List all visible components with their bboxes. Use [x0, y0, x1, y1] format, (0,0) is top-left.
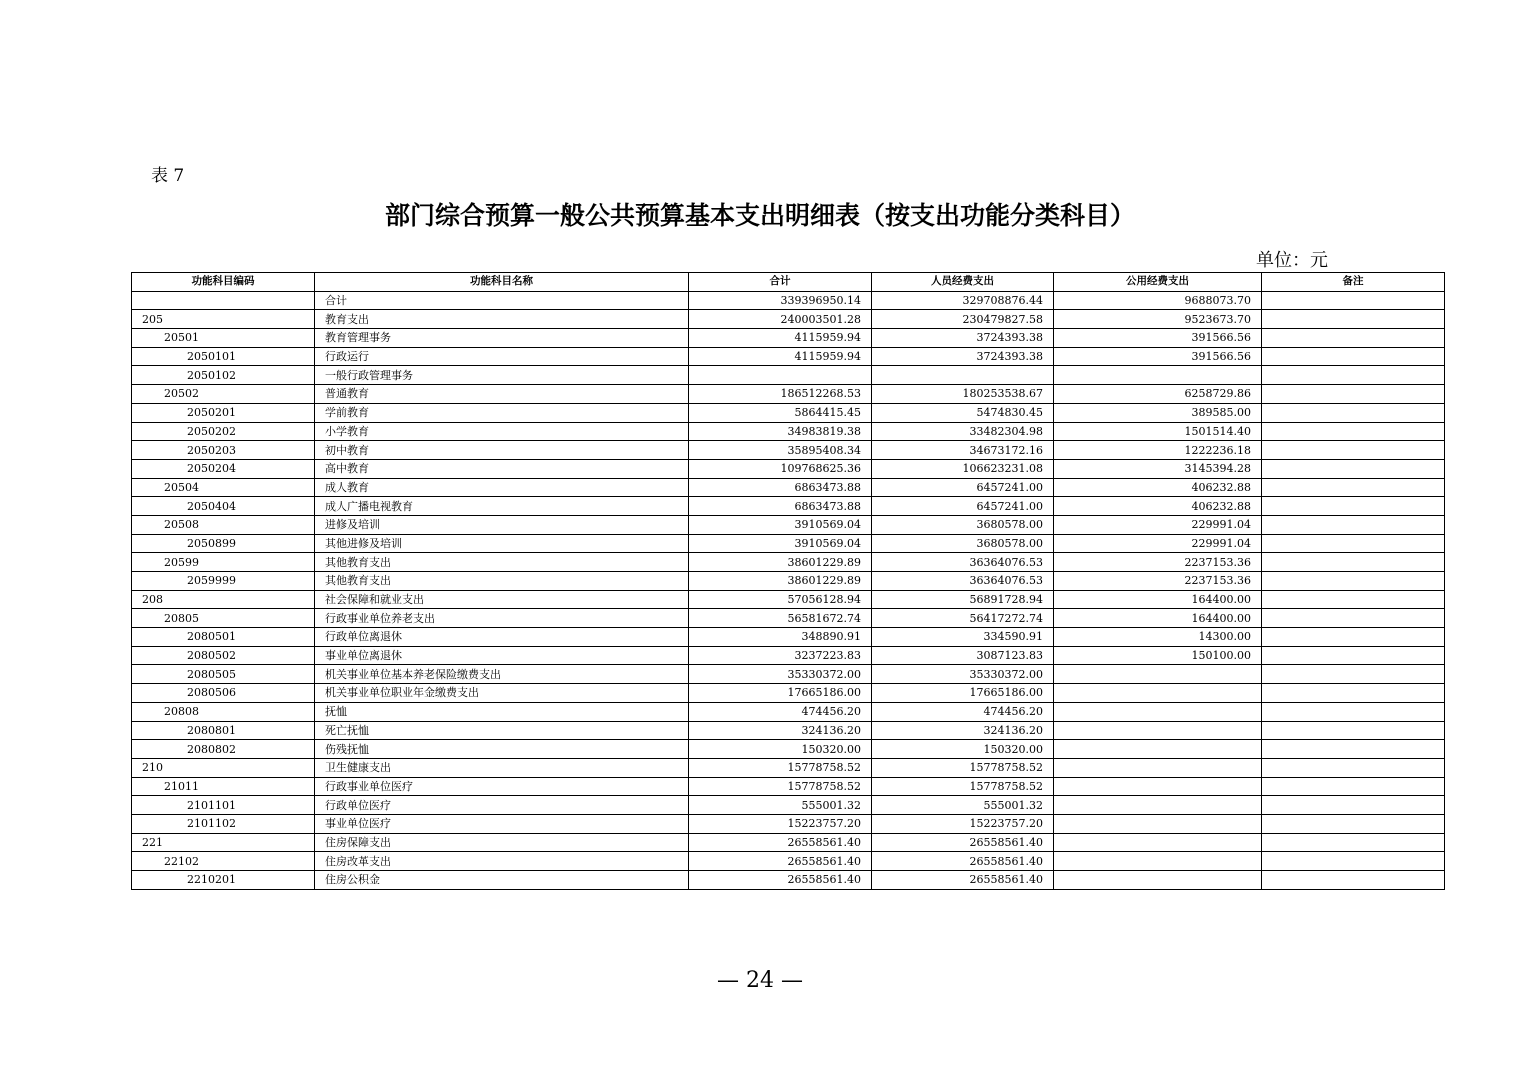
- cell-public: 14300.00: [1054, 628, 1262, 647]
- cell-public: 229991.04: [1054, 515, 1262, 534]
- cell-name: 住房公积金: [315, 871, 689, 890]
- table-row: [132, 833, 1445, 852]
- table-row: [132, 534, 1445, 553]
- header-name: 功能科目名称: [315, 273, 689, 292]
- cell-name: 小学教育: [315, 422, 689, 441]
- cell-code: 2050899: [132, 534, 315, 553]
- cell-code: 20805: [132, 609, 315, 628]
- cell-public: 2237153.36: [1054, 553, 1262, 572]
- cell-name: 成人广播电视教育: [315, 497, 689, 516]
- cell-personnel: 3680578.00: [872, 534, 1054, 553]
- cell-code: 2101101: [132, 796, 315, 815]
- table-row: [132, 385, 1445, 404]
- cell-public: 2237153.36: [1054, 572, 1262, 591]
- cell-public: 9523673.70: [1054, 310, 1262, 329]
- cell-name: 抚恤: [315, 702, 689, 721]
- cell-note: [1262, 590, 1445, 609]
- cell-note: [1262, 478, 1445, 497]
- cell-name: 卫生健康支出: [315, 758, 689, 777]
- cell-note: [1262, 497, 1445, 516]
- header-code: 功能科目编码: [132, 273, 315, 292]
- cell-personnel: 34673172.16: [872, 441, 1054, 460]
- cell-public: 150100.00: [1054, 646, 1262, 665]
- cell-total: 4115959.94: [689, 329, 872, 348]
- cell-public: 164400.00: [1054, 609, 1262, 628]
- cell-code: 20502: [132, 385, 315, 404]
- cell-total: 3910569.04: [689, 515, 872, 534]
- header-total: 合计: [689, 273, 872, 292]
- cell-personnel: 329708876.44: [872, 291, 1054, 310]
- cell-code: 2080505: [132, 665, 315, 684]
- cell-personnel: 150320.00: [872, 740, 1054, 759]
- cell-total: 3910569.04: [689, 534, 872, 553]
- cell-name: 社会保障和就业支出: [315, 590, 689, 609]
- cell-total: 109768625.36: [689, 459, 872, 478]
- cell-note: [1262, 403, 1445, 422]
- cell-name: 行政单位离退休: [315, 628, 689, 647]
- cell-note: [1262, 310, 1445, 329]
- cell-total: 17665186.00: [689, 684, 872, 703]
- cell-public: 406232.88: [1054, 478, 1262, 497]
- cell-note: [1262, 721, 1445, 740]
- cell-code: 22102: [132, 852, 315, 871]
- cell-name: 其他进修及培训: [315, 534, 689, 553]
- cell-name: 机关事业单位职业年金缴费支出: [315, 684, 689, 703]
- cell-note: [1262, 366, 1445, 385]
- unit-label: 单位：元: [1256, 250, 1328, 271]
- cell-name: 教育支出: [315, 310, 689, 329]
- cell-name: 进修及培训: [315, 515, 689, 534]
- table-row: [132, 665, 1445, 684]
- cell-total: 348890.91: [689, 628, 872, 647]
- table-row: [132, 721, 1445, 740]
- cell-total: 6863473.88: [689, 478, 872, 497]
- table-row: [132, 702, 1445, 721]
- table-row: [132, 796, 1445, 815]
- cell-note: [1262, 796, 1445, 815]
- table-row: [132, 871, 1445, 890]
- cell-code: 20808: [132, 702, 315, 721]
- cell-name: 普通教育: [315, 385, 689, 404]
- cell-name: 合计: [315, 291, 689, 310]
- cell-total: 15778758.52: [689, 758, 872, 777]
- table-row: [132, 497, 1445, 516]
- cell-code: 2059999: [132, 572, 315, 591]
- cell-total: 35330372.00: [689, 665, 872, 684]
- cell-public: [1054, 665, 1262, 684]
- cell-name: 住房改革支出: [315, 852, 689, 871]
- cell-personnel: 26558561.40: [872, 852, 1054, 871]
- cell-total: 339396950.14: [689, 291, 872, 310]
- cell-personnel: 3680578.00: [872, 515, 1054, 534]
- cell-note: [1262, 740, 1445, 759]
- cell-code: 2080802: [132, 740, 315, 759]
- table-row: [132, 758, 1445, 777]
- table-row: [132, 478, 1445, 497]
- cell-name: 住房保障支出: [315, 833, 689, 852]
- cell-note: [1262, 459, 1445, 478]
- table-row: [132, 609, 1445, 628]
- cell-code: 2050201: [132, 403, 315, 422]
- cell-code: 2080501: [132, 628, 315, 647]
- cell-code: 2050404: [132, 497, 315, 516]
- cell-personnel: 334590.91: [872, 628, 1054, 647]
- cell-code: 20504: [132, 478, 315, 497]
- table-row: [132, 777, 1445, 796]
- cell-name: 事业单位离退休: [315, 646, 689, 665]
- cell-total: 38601229.89: [689, 553, 872, 572]
- cell-personnel: 56891728.94: [872, 590, 1054, 609]
- cell-code: 20501: [132, 329, 315, 348]
- cell-code: 2050202: [132, 422, 315, 441]
- cell-personnel: [872, 366, 1054, 385]
- cell-note: [1262, 385, 1445, 404]
- table-row: [132, 329, 1445, 348]
- cell-personnel: 36364076.53: [872, 553, 1054, 572]
- cell-public: 229991.04: [1054, 534, 1262, 553]
- table-row: [132, 441, 1445, 460]
- cell-public: [1054, 758, 1262, 777]
- cell-personnel: 33482304.98: [872, 422, 1054, 441]
- cell-code: 2050101: [132, 347, 315, 366]
- cell-personnel: 180253538.67: [872, 385, 1054, 404]
- cell-code: 2080502: [132, 646, 315, 665]
- budget-table: [131, 272, 1445, 890]
- cell-public: 389585.00: [1054, 403, 1262, 422]
- cell-public: [1054, 721, 1262, 740]
- cell-note: [1262, 646, 1445, 665]
- cell-personnel: 56417272.74: [872, 609, 1054, 628]
- cell-code: 205: [132, 310, 315, 329]
- cell-name: 伤残抚恤: [315, 740, 689, 759]
- cell-personnel: 15778758.52: [872, 758, 1054, 777]
- cell-personnel: 17665186.00: [872, 684, 1054, 703]
- cell-note: [1262, 814, 1445, 833]
- table-row: [132, 553, 1445, 572]
- cell-note: [1262, 609, 1445, 628]
- cell-name: 初中教育: [315, 441, 689, 460]
- cell-personnel: 474456.20: [872, 702, 1054, 721]
- cell-note: [1262, 871, 1445, 890]
- table-body: [132, 291, 1445, 889]
- cell-public: 406232.88: [1054, 497, 1262, 516]
- cell-note: [1262, 329, 1445, 348]
- cell-note: [1262, 702, 1445, 721]
- cell-code: 210: [132, 758, 315, 777]
- cell-public: 9688073.70: [1054, 291, 1262, 310]
- table-row: [132, 310, 1445, 329]
- cell-code: 2050203: [132, 441, 315, 460]
- table-row: [132, 852, 1445, 871]
- cell-name: 行政事业单位医疗: [315, 777, 689, 796]
- table-row: [132, 628, 1445, 647]
- cell-total: 26558561.40: [689, 852, 872, 871]
- cell-code: 2050102: [132, 366, 315, 385]
- header-public: 公用经费支出: [1054, 273, 1262, 292]
- cell-code: 2050204: [132, 459, 315, 478]
- table-row: [132, 422, 1445, 441]
- table-row: [132, 347, 1445, 366]
- cell-public: [1054, 852, 1262, 871]
- page-number: — 24 —: [717, 968, 803, 993]
- cell-note: [1262, 347, 1445, 366]
- cell-public: [1054, 702, 1262, 721]
- cell-total: 186512268.53: [689, 385, 872, 404]
- cell-personnel: 5474830.45: [872, 403, 1054, 422]
- cell-public: 391566.56: [1054, 329, 1262, 348]
- header-note: 备注: [1262, 273, 1445, 292]
- cell-code: 21011: [132, 777, 315, 796]
- cell-note: [1262, 758, 1445, 777]
- cell-code: [132, 291, 315, 310]
- cell-personnel: 230479827.58: [872, 310, 1054, 329]
- document-title: 部门综合预算一般公共预算基本支出明细表（按支出功能分类科目）: [384, 201, 1135, 230]
- cell-personnel: 324136.20: [872, 721, 1054, 740]
- cell-total: 5864415.45: [689, 403, 872, 422]
- cell-note: [1262, 777, 1445, 796]
- cell-total: 26558561.40: [689, 871, 872, 890]
- cell-total: 15778758.52: [689, 777, 872, 796]
- cell-name: 学前教育: [315, 403, 689, 422]
- cell-total: 150320.00: [689, 740, 872, 759]
- cell-note: [1262, 515, 1445, 534]
- cell-total: 3237223.83: [689, 646, 872, 665]
- cell-note: [1262, 291, 1445, 310]
- cell-personnel: 26558561.40: [872, 871, 1054, 890]
- cell-name: 高中教育: [315, 459, 689, 478]
- cell-code: 221: [132, 833, 315, 852]
- table-row: [132, 740, 1445, 759]
- cell-code: 20599: [132, 553, 315, 572]
- cell-public: [1054, 814, 1262, 833]
- table-row: [132, 459, 1445, 478]
- cell-public: [1054, 833, 1262, 852]
- cell-public: 1501514.40: [1054, 422, 1262, 441]
- cell-total: 56581672.74: [689, 609, 872, 628]
- cell-note: [1262, 852, 1445, 871]
- cell-public: [1054, 366, 1262, 385]
- cell-total: 4115959.94: [689, 347, 872, 366]
- cell-name: 其他教育支出: [315, 553, 689, 572]
- table-row: [132, 291, 1445, 310]
- cell-personnel: 3724393.38: [872, 347, 1054, 366]
- cell-personnel: 15223757.20: [872, 814, 1054, 833]
- cell-public: [1054, 740, 1262, 759]
- cell-code: 20508: [132, 515, 315, 534]
- cell-note: [1262, 665, 1445, 684]
- cell-code: 2101102: [132, 814, 315, 833]
- cell-total: 474456.20: [689, 702, 872, 721]
- cell-personnel: 15778758.52: [872, 777, 1054, 796]
- cell-total: 324136.20: [689, 721, 872, 740]
- cell-total: 6863473.88: [689, 497, 872, 516]
- table-row: [132, 684, 1445, 703]
- table-row: [132, 572, 1445, 591]
- cell-total: 57056128.94: [689, 590, 872, 609]
- cell-personnel: 3087123.83: [872, 646, 1054, 665]
- table-row: [132, 590, 1445, 609]
- cell-name: 其他教育支出: [315, 572, 689, 591]
- cell-total: 38601229.89: [689, 572, 872, 591]
- cell-total: 26558561.40: [689, 833, 872, 852]
- cell-name: 教育管理事务: [315, 329, 689, 348]
- cell-name: 成人教育: [315, 478, 689, 497]
- cell-name: 一般行政管理事务: [315, 366, 689, 385]
- cell-name: 死亡抚恤: [315, 721, 689, 740]
- cell-note: [1262, 441, 1445, 460]
- cell-name: 行政单位医疗: [315, 796, 689, 815]
- cell-personnel: 3724393.38: [872, 329, 1054, 348]
- cell-personnel: 6457241.00: [872, 478, 1054, 497]
- cell-public: 1222236.18: [1054, 441, 1262, 460]
- cell-total: 240003501.28: [689, 310, 872, 329]
- cell-public: [1054, 796, 1262, 815]
- cell-note: [1262, 553, 1445, 572]
- cell-note: [1262, 422, 1445, 441]
- cell-total: 15223757.20: [689, 814, 872, 833]
- cell-total: 35895408.34: [689, 441, 872, 460]
- cell-note: [1262, 833, 1445, 852]
- table-row: [132, 646, 1445, 665]
- cell-note: [1262, 628, 1445, 647]
- cell-public: 391566.56: [1054, 347, 1262, 366]
- cell-public: [1054, 777, 1262, 796]
- cell-code: 208: [132, 590, 315, 609]
- cell-name: 事业单位医疗: [315, 814, 689, 833]
- cell-public: 3145394.28: [1054, 459, 1262, 478]
- table-number-label: 表 7: [151, 166, 185, 186]
- cell-name: 行政运行: [315, 347, 689, 366]
- cell-personnel: 6457241.00: [872, 497, 1054, 516]
- cell-name: 行政事业单位养老支出: [315, 609, 689, 628]
- cell-code: 2210201: [132, 871, 315, 890]
- table-row: [132, 403, 1445, 422]
- cell-total: [689, 366, 872, 385]
- cell-personnel: 36364076.53: [872, 572, 1054, 591]
- cell-public: [1054, 871, 1262, 890]
- table-row: [132, 814, 1445, 833]
- cell-public: 6258729.86: [1054, 385, 1262, 404]
- cell-personnel: 555001.32: [872, 796, 1054, 815]
- table-row: [132, 366, 1445, 385]
- cell-total: 34983819.38: [689, 422, 872, 441]
- cell-name: 机关事业单位基本养老保险缴费支出: [315, 665, 689, 684]
- cell-personnel: 106623231.08: [872, 459, 1054, 478]
- table-header-row: [132, 273, 1445, 292]
- cell-personnel: 35330372.00: [872, 665, 1054, 684]
- cell-code: 2080801: [132, 721, 315, 740]
- cell-total: 555001.32: [689, 796, 872, 815]
- cell-public: [1054, 684, 1262, 703]
- header-personnel: 人员经费支出: [872, 273, 1054, 292]
- cell-note: [1262, 534, 1445, 553]
- cell-public: 164400.00: [1054, 590, 1262, 609]
- cell-personnel: 26558561.40: [872, 833, 1054, 852]
- cell-code: 2080506: [132, 684, 315, 703]
- cell-note: [1262, 572, 1445, 591]
- table-row: [132, 515, 1445, 534]
- cell-note: [1262, 684, 1445, 703]
